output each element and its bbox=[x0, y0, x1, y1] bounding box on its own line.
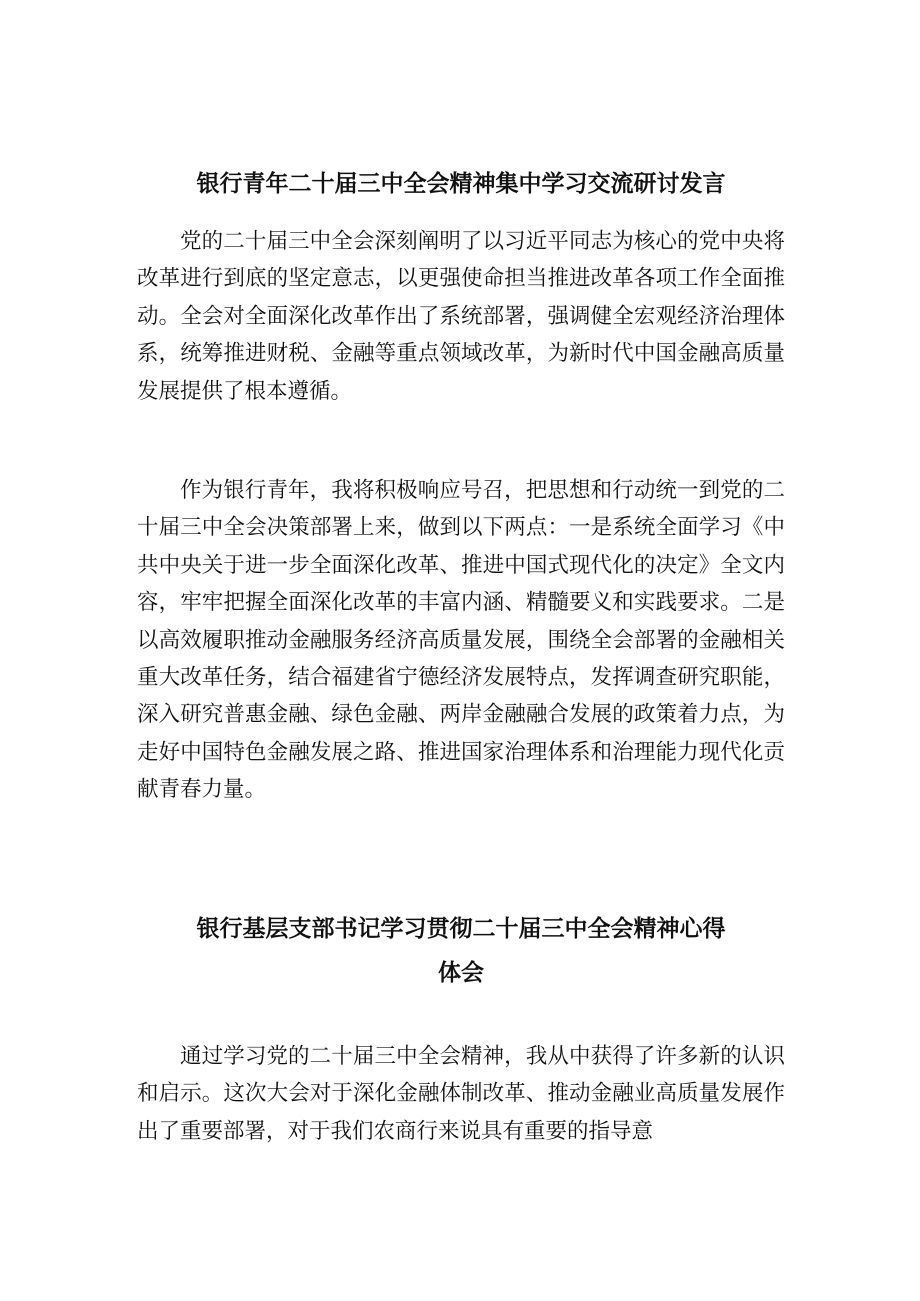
section-2-title-line-1: 银行基层支部书记学习贯彻二十届三中全会精神心得 bbox=[196, 916, 726, 942]
section-1-title: 银行青年二十届三中全会精神集中学习交流研讨发言 bbox=[196, 171, 726, 197]
section-1-paragraph-2: 作为银行青年，我将积极响应号召，把思想和行动统一到党的二十届三中全会决策部署上来，做到以下两点：一是系统全面学习《中共中央关于进一步全面深化改革、推进中国式现代化的决定》全文内容，牢牢把握全面深化改革的丰富内涵、精髓要义和实践要求。二是以高效履职推动金融服务经济高质量发展，围绕全会部署的金融相关重大改革任务，结合福建省宁德经济发展特点，发挥调查研究职能，深入研究普惠金融、绿色金融、两岸金融融合发展的政策着力点，为走好中国特色金融发展之路、推进国家治理体系和治理能力现代化贡献青春力量。 bbox=[137, 478, 785, 803]
section-1-paragraph-1: 党的二十届三中全会深刻阐明了以习近平同志为核心的党中央将改革进行到底的坚定意志，以更强使命担当推进改革各项工作全面推动。全会对全面深化改革作出了系统部署，强调健全宏观经济治理体系，统筹推进财税、金融等重点领域改革，为新时代中国金融高质量发展提供了根本遵循。 bbox=[137, 229, 785, 404]
section-2-title-line-2: 体会 bbox=[438, 960, 484, 986]
section-2-paragraph-1: 通过学习党的二十届三中全会精神，我从中获得了许多新的认识和启示。这次大会对于深化金融体制改革、推动金融业高质量发展作出了重要部署，对于我们农商行来说具有重要的指导意 bbox=[137, 1044, 785, 1144]
section-2-title bbox=[137, 907, 785, 995]
